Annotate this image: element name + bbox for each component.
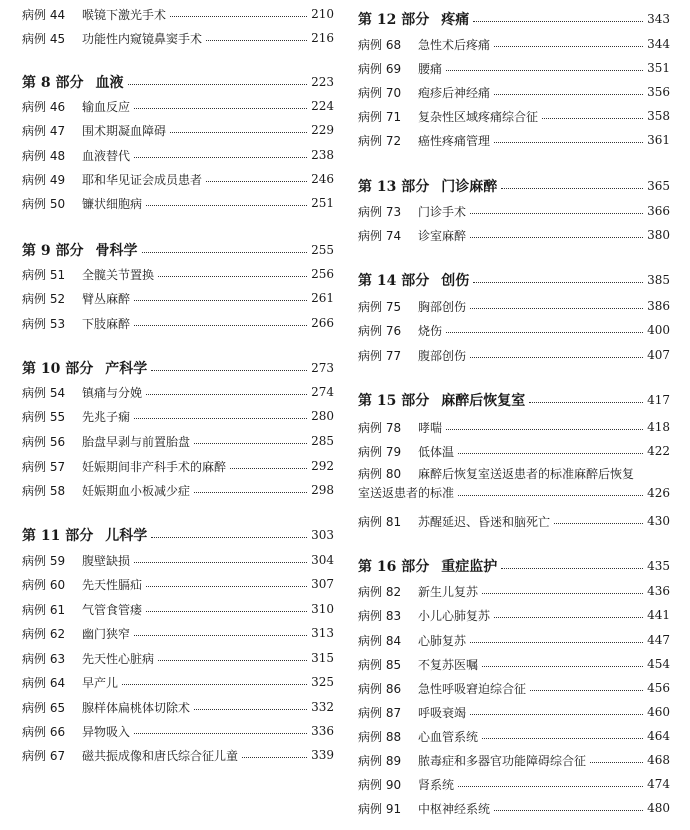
page-number: 460 bbox=[647, 705, 670, 719]
dot-leader bbox=[146, 394, 307, 395]
toc-entry[interactable] bbox=[358, 345, 670, 365]
part-heading-text bbox=[358, 556, 497, 576]
part-number: 第 9 部分 bbox=[22, 243, 84, 259]
toc-entry[interactable] bbox=[358, 130, 670, 150]
dot-leader bbox=[134, 635, 307, 636]
dot-leader bbox=[134, 108, 307, 109]
dot-leader bbox=[494, 94, 643, 95]
case-number: 病例 85 bbox=[358, 657, 402, 672]
part-heading-text bbox=[358, 270, 469, 290]
part-title: 创伤 bbox=[441, 273, 470, 289]
case-number: 病例 90 bbox=[358, 777, 402, 792]
case-number: 病例 49 bbox=[22, 172, 66, 187]
case-title: 先天性心脏病 bbox=[82, 651, 155, 666]
dot-leader bbox=[482, 738, 643, 739]
page-number: 426 bbox=[647, 486, 670, 500]
page-number: 246 bbox=[311, 172, 334, 186]
dot-leader bbox=[134, 157, 307, 158]
case-number: 病例 66 bbox=[22, 724, 66, 739]
case-title: 心肺复苏 bbox=[418, 633, 467, 648]
case-number: 病例 56 bbox=[22, 434, 66, 449]
case-title: 疱疹后神经痛 bbox=[418, 85, 491, 100]
part-number: 第 10 部分 bbox=[22, 361, 94, 377]
page-number: 313 bbox=[311, 626, 334, 640]
dot-leader bbox=[501, 568, 643, 569]
part-heading[interactable] bbox=[358, 389, 670, 411]
part-heading[interactable] bbox=[22, 357, 334, 379]
page-number: 454 bbox=[647, 657, 670, 671]
toc-entry-line-2 bbox=[358, 484, 670, 503]
case-number: 病例 88 bbox=[358, 729, 402, 744]
dot-leader bbox=[206, 181, 307, 182]
toc-entry[interactable] bbox=[22, 313, 334, 333]
dot-leader bbox=[146, 205, 307, 206]
dot-leader bbox=[134, 325, 307, 326]
part-heading[interactable] bbox=[22, 71, 334, 93]
toc-entry[interactable] bbox=[22, 406, 334, 426]
case-title: 肾系统 bbox=[418, 777, 455, 792]
dot-leader bbox=[446, 70, 643, 71]
case-title: 腰痛 bbox=[418, 61, 443, 76]
case-number: 病例 47 bbox=[22, 123, 66, 138]
case-title: 镇痛与分娩 bbox=[82, 385, 143, 400]
case-number: 病例 50 bbox=[22, 196, 66, 211]
page-number: 456 bbox=[647, 681, 670, 695]
part-heading[interactable] bbox=[358, 269, 670, 291]
page-number: 339 bbox=[311, 748, 334, 762]
dot-leader bbox=[194, 492, 307, 493]
page-number: 407 bbox=[647, 348, 670, 362]
case-title: 早产儿 bbox=[82, 675, 119, 690]
page-number: 325 bbox=[311, 675, 334, 689]
part-number: 第 8 部分 bbox=[22, 75, 84, 91]
page-number: 361 bbox=[647, 133, 670, 147]
case-number: 病例 79 bbox=[358, 444, 402, 459]
toc-entry-line-1 bbox=[358, 465, 670, 484]
toc-entry[interactable] bbox=[22, 550, 334, 570]
page-number: 417 bbox=[647, 393, 670, 407]
case-title: 癌性疼痛管理 bbox=[418, 133, 491, 148]
toc-entry[interactable] bbox=[22, 28, 334, 48]
case-title: 异物吸入 bbox=[82, 724, 131, 739]
toc-entry[interactable] bbox=[358, 441, 670, 461]
part-number: 第 15 部分 bbox=[358, 393, 430, 409]
page-number: 266 bbox=[311, 316, 334, 330]
case-number: 病例 65 bbox=[22, 700, 66, 715]
part-title: 疼痛 bbox=[441, 12, 470, 28]
dot-leader bbox=[494, 46, 643, 47]
case-number: 病例 45 bbox=[22, 31, 66, 46]
page-number: 255 bbox=[311, 243, 334, 257]
dot-leader bbox=[128, 84, 308, 85]
part-number: 第 12 部分 bbox=[358, 12, 430, 28]
case-title: 新生儿复苏 bbox=[418, 584, 479, 599]
page-number: 229 bbox=[311, 123, 334, 137]
page-number: 480 bbox=[647, 801, 670, 815]
part-heading[interactable] bbox=[358, 555, 670, 577]
case-number: 病例 57 bbox=[22, 459, 66, 474]
dot-leader bbox=[134, 418, 307, 419]
part-heading-text bbox=[358, 390, 525, 410]
case-number: 病例 71 bbox=[358, 109, 402, 124]
case-title: 胸部创伤 bbox=[418, 299, 467, 314]
case-title: 耶和华见证会成员患者 bbox=[82, 172, 203, 187]
toc-entry[interactable] bbox=[358, 34, 670, 54]
page-number: 285 bbox=[311, 434, 334, 448]
page-number: 436 bbox=[647, 584, 670, 598]
toc-entry[interactable] bbox=[358, 798, 670, 818]
case-number: 病例 86 bbox=[358, 681, 402, 696]
case-title: 下肢麻醉 bbox=[82, 316, 131, 331]
case-title: 中枢神经系统 bbox=[418, 801, 491, 816]
dot-leader bbox=[158, 660, 307, 661]
case-number: 病例 81 bbox=[358, 514, 402, 529]
case-title: 苏醒延迟、昏迷和脑死亡 bbox=[418, 514, 551, 529]
case-number: 病例 44 bbox=[22, 7, 66, 22]
toc-entry[interactable] bbox=[22, 264, 334, 284]
toc-entry[interactable] bbox=[22, 96, 334, 116]
part-heading-text bbox=[22, 240, 138, 260]
case-title: 镰状细胞病 bbox=[82, 196, 143, 211]
part-number: 第 16 部分 bbox=[358, 559, 430, 575]
case-number: 病例 82 bbox=[358, 584, 402, 599]
page-number: 418 bbox=[647, 420, 670, 434]
case-number: 病例 76 bbox=[358, 323, 402, 338]
page-number: 223 bbox=[311, 75, 334, 89]
page-number: 238 bbox=[311, 148, 334, 162]
page-number: 224 bbox=[311, 99, 334, 113]
page-number: 303 bbox=[311, 528, 334, 542]
dot-leader bbox=[530, 690, 643, 691]
page-number: 307 bbox=[311, 577, 334, 591]
dot-leader bbox=[134, 562, 307, 563]
page-number: 332 bbox=[311, 700, 334, 714]
page-number: 441 bbox=[647, 608, 670, 622]
dot-leader bbox=[194, 709, 307, 710]
toc-entry[interactable] bbox=[358, 296, 670, 316]
toc-entry[interactable] bbox=[22, 697, 334, 717]
toc-entry[interactable] bbox=[358, 82, 670, 102]
dot-leader bbox=[590, 762, 643, 763]
part-heading[interactable] bbox=[22, 239, 334, 261]
case-number: 病例 55 bbox=[22, 409, 66, 424]
toc-entry[interactable] bbox=[358, 702, 670, 722]
part-title: 血液 bbox=[95, 75, 124, 91]
toc-entry[interactable] bbox=[358, 726, 670, 746]
page-number: 365 bbox=[647, 179, 670, 193]
case-number: 病例 91 bbox=[358, 801, 402, 816]
case-title: 先天性膈疝 bbox=[82, 577, 143, 592]
page-number: 351 bbox=[647, 61, 670, 75]
dot-leader bbox=[151, 537, 307, 538]
part-heading-text bbox=[358, 176, 497, 196]
case-number: 病例 67 bbox=[22, 748, 66, 763]
case-title: 磁共振成像和唐氏综合征儿童 bbox=[82, 748, 239, 763]
dot-leader bbox=[122, 684, 307, 685]
case-title: 脓毒症和多器官功能障碍综合征 bbox=[418, 753, 587, 768]
case-number: 病例 63 bbox=[22, 651, 66, 666]
toc-entry[interactable] bbox=[22, 4, 334, 24]
toc-entry[interactable] bbox=[22, 456, 334, 476]
dot-leader bbox=[554, 523, 643, 524]
page-number: 385 bbox=[647, 273, 670, 287]
page-number: 251 bbox=[311, 196, 334, 210]
page-number: 386 bbox=[647, 299, 670, 313]
page-number: 274 bbox=[311, 385, 334, 399]
case-title: 腹壁缺损 bbox=[82, 553, 131, 568]
case-number: 病例 78 bbox=[358, 420, 402, 435]
toc-entry[interactable] bbox=[22, 145, 334, 165]
dot-leader bbox=[230, 468, 307, 469]
part-title: 骨科学 bbox=[95, 243, 138, 259]
page-number: 336 bbox=[311, 724, 334, 738]
toc-entry[interactable] bbox=[22, 648, 334, 668]
case-number: 病例 84 bbox=[358, 633, 402, 648]
case-title: 心血管系统 bbox=[418, 729, 479, 744]
toc-entry[interactable] bbox=[22, 288, 334, 308]
page-number: 216 bbox=[311, 31, 334, 45]
case-number: 病例 54 bbox=[22, 385, 66, 400]
toc-entry[interactable] bbox=[22, 382, 334, 402]
dot-leader bbox=[206, 40, 307, 41]
dot-leader bbox=[170, 132, 307, 133]
toc-entry[interactable] bbox=[22, 120, 334, 140]
case-title: 围术期凝血障碍 bbox=[82, 123, 167, 138]
toc-entry[interactable] bbox=[22, 169, 334, 189]
dot-leader bbox=[146, 611, 307, 612]
page-number: 343 bbox=[647, 12, 670, 26]
dot-leader bbox=[473, 282, 643, 283]
toc-entry[interactable] bbox=[358, 58, 670, 78]
case-title: 烧伤 bbox=[418, 323, 443, 338]
case-number: 病例 74 bbox=[358, 228, 402, 243]
toc-entry[interactable] bbox=[22, 574, 334, 594]
toc-entry[interactable] bbox=[358, 106, 670, 126]
dot-leader bbox=[134, 300, 307, 301]
case-number: 病例 52 bbox=[22, 291, 66, 306]
case-title: 呼吸衰竭 bbox=[418, 705, 467, 720]
dot-leader bbox=[170, 16, 307, 17]
dot-leader bbox=[458, 786, 643, 787]
part-number: 第 11 部分 bbox=[22, 528, 94, 544]
toc-entry[interactable] bbox=[358, 605, 670, 625]
page-number: 298 bbox=[311, 483, 334, 497]
case-title: 功能性内窥镜鼻窦手术 bbox=[82, 31, 203, 46]
dot-leader bbox=[473, 21, 643, 22]
dot-leader bbox=[494, 810, 643, 811]
page-number: 447 bbox=[647, 633, 670, 647]
part-heading-text bbox=[22, 72, 124, 92]
case-title: 妊娠期血小板减少症 bbox=[82, 483, 191, 498]
page-number: 358 bbox=[647, 109, 670, 123]
page-number: 430 bbox=[647, 514, 670, 528]
case-title: 小儿心肺复苏 bbox=[418, 608, 491, 623]
toc-entry[interactable] bbox=[22, 672, 334, 692]
page-number: 422 bbox=[647, 444, 670, 458]
part-title: 麻醉后恢复室 bbox=[441, 393, 526, 409]
page-number: 380 bbox=[647, 228, 670, 242]
toc-entry[interactable] bbox=[358, 511, 670, 531]
case-number: 病例 48 bbox=[22, 148, 66, 163]
dot-leader bbox=[151, 370, 307, 371]
dot-leader bbox=[446, 332, 643, 333]
toc-entry[interactable] bbox=[358, 654, 670, 674]
case-title: 不复苏医嘱 bbox=[418, 657, 479, 672]
case-number: 病例 69 bbox=[358, 61, 402, 76]
dot-leader bbox=[470, 357, 643, 358]
case-title: 幽门狭窄 bbox=[82, 626, 131, 641]
dot-leader bbox=[142, 252, 308, 253]
case-number: 病例 59 bbox=[22, 553, 66, 568]
dot-leader bbox=[458, 495, 643, 496]
case-number: 病例 87 bbox=[358, 705, 402, 720]
toc-entry[interactable] bbox=[358, 581, 670, 601]
toc-entry[interactable] bbox=[358, 678, 670, 698]
toc-entry[interactable] bbox=[22, 431, 334, 451]
case-number: 病例 61 bbox=[22, 602, 66, 617]
part-heading-text bbox=[22, 525, 147, 545]
toc-entry[interactable] bbox=[358, 201, 670, 221]
toc-entry[interactable] bbox=[358, 774, 670, 794]
page-number: 344 bbox=[647, 37, 670, 51]
case-title: 哮喘 bbox=[418, 420, 443, 435]
toc-entry[interactable] bbox=[22, 193, 334, 213]
case-title: 臂丛麻醉 bbox=[82, 291, 131, 306]
case-number: 病例 62 bbox=[22, 626, 66, 641]
toc-entry[interactable] bbox=[358, 320, 670, 340]
toc-entry[interactable] bbox=[22, 721, 334, 741]
case-title: 全髋关节置换 bbox=[82, 267, 155, 282]
case-title: 胎盘早剥与前置胎盘 bbox=[82, 434, 191, 449]
dot-leader bbox=[458, 453, 643, 454]
dot-leader bbox=[470, 714, 643, 715]
dot-leader bbox=[194, 443, 307, 444]
case-number: 病例 46 bbox=[22, 99, 66, 114]
toc-entry[interactable] bbox=[358, 465, 670, 503]
toc-entry[interactable] bbox=[22, 623, 334, 643]
case-title: 喉镜下激光手术 bbox=[82, 7, 167, 22]
case-number: 病例 58 bbox=[22, 483, 66, 498]
page-number: 474 bbox=[647, 777, 670, 791]
dot-leader bbox=[542, 118, 643, 119]
part-heading[interactable] bbox=[358, 8, 670, 30]
case-number: 病例 51 bbox=[22, 267, 66, 282]
case-title: 输血反应 bbox=[82, 99, 131, 114]
part-heading[interactable] bbox=[22, 524, 334, 546]
page-number: 464 bbox=[647, 729, 670, 743]
part-heading-text bbox=[358, 9, 469, 29]
toc-entry[interactable] bbox=[358, 417, 670, 437]
case-number: 病例 53 bbox=[22, 316, 66, 331]
page-number: 292 bbox=[311, 459, 334, 473]
part-title: 儿科学 bbox=[105, 528, 148, 544]
dot-leader bbox=[494, 617, 643, 618]
dot-leader bbox=[470, 642, 643, 643]
part-heading-text bbox=[22, 358, 147, 378]
case-title: 复杂性区域疼痛综合征 bbox=[418, 109, 539, 124]
case-number: 病例 72 bbox=[358, 133, 402, 148]
case-title: 腺样体扁桃体切除术 bbox=[82, 700, 191, 715]
page-number: 468 bbox=[647, 753, 670, 767]
case-number: 病例 80 bbox=[358, 467, 402, 481]
case-title: 先兆子痫 bbox=[82, 409, 131, 424]
dot-leader bbox=[470, 213, 643, 214]
dot-leader bbox=[494, 142, 643, 143]
part-number: 第 13 部分 bbox=[358, 179, 430, 195]
page-number: 315 bbox=[311, 651, 334, 665]
case-title-continued: 室送返患者的标准 bbox=[358, 486, 455, 500]
toc-entry[interactable] bbox=[358, 750, 670, 770]
case-title: 腹部创伤 bbox=[418, 348, 467, 363]
dot-leader bbox=[134, 733, 307, 734]
page-number: 310 bbox=[311, 602, 334, 616]
dot-leader bbox=[158, 276, 307, 277]
case-title: 门诊手术 bbox=[418, 204, 467, 219]
page-number: 356 bbox=[647, 85, 670, 99]
case-title: 急性术后疼痛 bbox=[418, 37, 491, 52]
page-number: 400 bbox=[647, 323, 670, 337]
case-number: 病例 75 bbox=[358, 299, 402, 314]
case-number: 病例 68 bbox=[358, 37, 402, 52]
case-title: 急性呼吸窘迫综合征 bbox=[418, 681, 527, 696]
toc-entry[interactable] bbox=[22, 480, 334, 500]
toc-entry[interactable] bbox=[358, 225, 670, 245]
toc-entry[interactable] bbox=[22, 599, 334, 619]
case-title: 麻醉后恢复室送返患者的标准麻醉后恢复 bbox=[418, 467, 635, 481]
page-number: 273 bbox=[311, 361, 334, 375]
case-number: 病例 83 bbox=[358, 608, 402, 623]
page-number: 256 bbox=[311, 267, 334, 281]
case-number: 病例 64 bbox=[22, 675, 66, 690]
dot-leader bbox=[470, 308, 643, 309]
page-number: 261 bbox=[311, 291, 334, 305]
case-title: 低体温 bbox=[418, 444, 455, 459]
case-title: 气管食管瘘 bbox=[82, 602, 143, 617]
case-number: 病例 89 bbox=[358, 753, 402, 768]
case-title: 妊娠期间非产科手术的麻醉 bbox=[82, 459, 227, 474]
part-number: 第 14 部分 bbox=[358, 273, 430, 289]
case-title: 诊室麻醉 bbox=[418, 228, 467, 243]
dot-leader bbox=[482, 593, 643, 594]
case-number: 病例 73 bbox=[358, 204, 402, 219]
case-number: 病例 77 bbox=[358, 348, 402, 363]
page-number: 304 bbox=[311, 553, 334, 567]
page-number: 280 bbox=[311, 409, 334, 423]
part-title: 重症监护 bbox=[441, 559, 498, 575]
case-number: 病例 60 bbox=[22, 577, 66, 592]
page-number: 366 bbox=[647, 204, 670, 218]
dot-leader bbox=[446, 429, 643, 430]
case-number: 病例 70 bbox=[358, 85, 402, 100]
part-heading[interactable] bbox=[358, 175, 670, 197]
dot-leader bbox=[482, 666, 643, 667]
part-title: 门诊麻醉 bbox=[441, 179, 498, 195]
dot-leader bbox=[470, 237, 643, 238]
dot-leader bbox=[242, 757, 307, 758]
part-title: 产科学 bbox=[105, 361, 148, 377]
toc-entry[interactable] bbox=[358, 630, 670, 650]
dot-leader bbox=[146, 586, 307, 587]
dot-leader bbox=[501, 188, 643, 189]
dot-leader bbox=[529, 402, 643, 403]
toc-entry[interactable] bbox=[22, 745, 334, 765]
page-number: 210 bbox=[311, 7, 334, 21]
page-number: 435 bbox=[647, 559, 670, 573]
case-title: 血液替代 bbox=[82, 148, 131, 163]
